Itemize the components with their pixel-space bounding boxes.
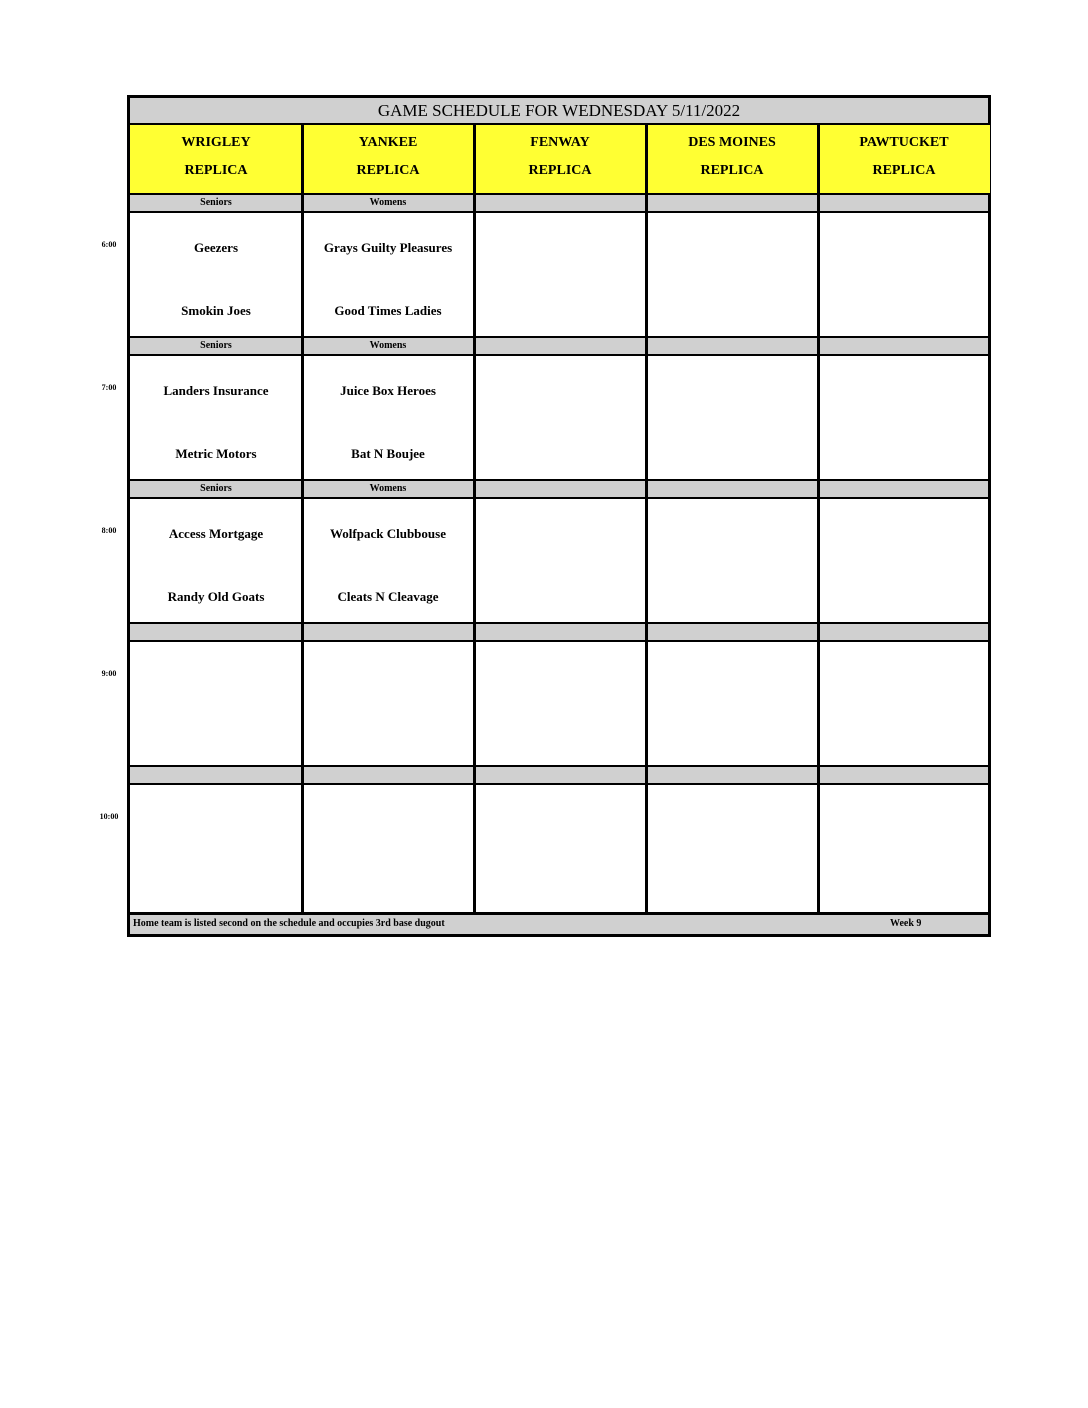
field-type: REPLICA	[356, 163, 420, 178]
away-team: Wolfpack Clubbouse	[330, 526, 446, 541]
column-divider	[817, 125, 820, 912]
away-team: Juice Box Heroes	[340, 383, 436, 398]
home-team: Cleats N Cleavage	[337, 589, 439, 604]
division-row-6	[130, 195, 988, 213]
footer-bar	[130, 912, 988, 934]
division-label: Seniors	[200, 340, 232, 351]
field-header-pawtucket	[818, 125, 990, 195]
field-header-fenway	[474, 125, 646, 195]
division-label: Womens	[369, 197, 407, 208]
division-label: Womens	[369, 340, 407, 351]
field-name: DES MOINES	[688, 135, 776, 150]
footer-note: Home team is listed second on the schedule and occupies 3rd base dugout	[133, 918, 445, 929]
time-label-8: 8:00	[101, 526, 117, 535]
schedule-table	[127, 95, 991, 937]
column-divider	[473, 125, 476, 912]
field-name: YANKEE	[358, 135, 418, 150]
field-type: REPLICA	[184, 163, 248, 178]
division-row-10	[130, 765, 988, 785]
home-team: Bat N Boujee	[351, 446, 425, 461]
division-row-8	[130, 479, 988, 499]
away-team: Access Mortgage	[168, 526, 264, 541]
away-team: Grays Guilty Pleasures	[323, 240, 453, 255]
field-header-des-moines	[646, 125, 818, 195]
time-label-10: 10:00	[99, 812, 119, 821]
time-label-7: 7:00	[101, 383, 117, 392]
field-name: FENWAY	[530, 135, 590, 150]
division-label: Womens	[369, 483, 407, 494]
division-label: Seniors	[200, 483, 232, 494]
home-team: Smokin Joes	[181, 303, 251, 318]
division-row-7	[130, 336, 988, 356]
field-name: WRIGLEY	[181, 135, 251, 150]
away-team: Landers Insurance	[163, 383, 269, 398]
home-team: Good Times Ladies	[334, 303, 442, 318]
field-header-wrigley	[130, 125, 302, 195]
week-label: Week 9	[890, 918, 922, 929]
home-team: Metric Motors	[175, 446, 257, 461]
field-name: PAWTUCKET	[859, 135, 949, 150]
field-header-yankee	[302, 125, 474, 195]
away-team: Geezers	[193, 240, 239, 255]
division-label: Seniors	[200, 197, 232, 208]
time-label-9: 9:00	[101, 669, 117, 678]
field-type: REPLICA	[872, 163, 936, 178]
column-divider	[301, 125, 304, 912]
column-divider	[645, 125, 648, 912]
page-title: GAME SCHEDULE FOR WEDNESDAY 5/11/2022	[130, 98, 988, 125]
field-type: REPLICA	[700, 163, 764, 178]
division-row-9	[130, 622, 988, 642]
time-label-6: 6:00	[101, 240, 117, 249]
home-team: Randy Old Goats	[167, 589, 265, 604]
field-type: REPLICA	[528, 163, 592, 178]
